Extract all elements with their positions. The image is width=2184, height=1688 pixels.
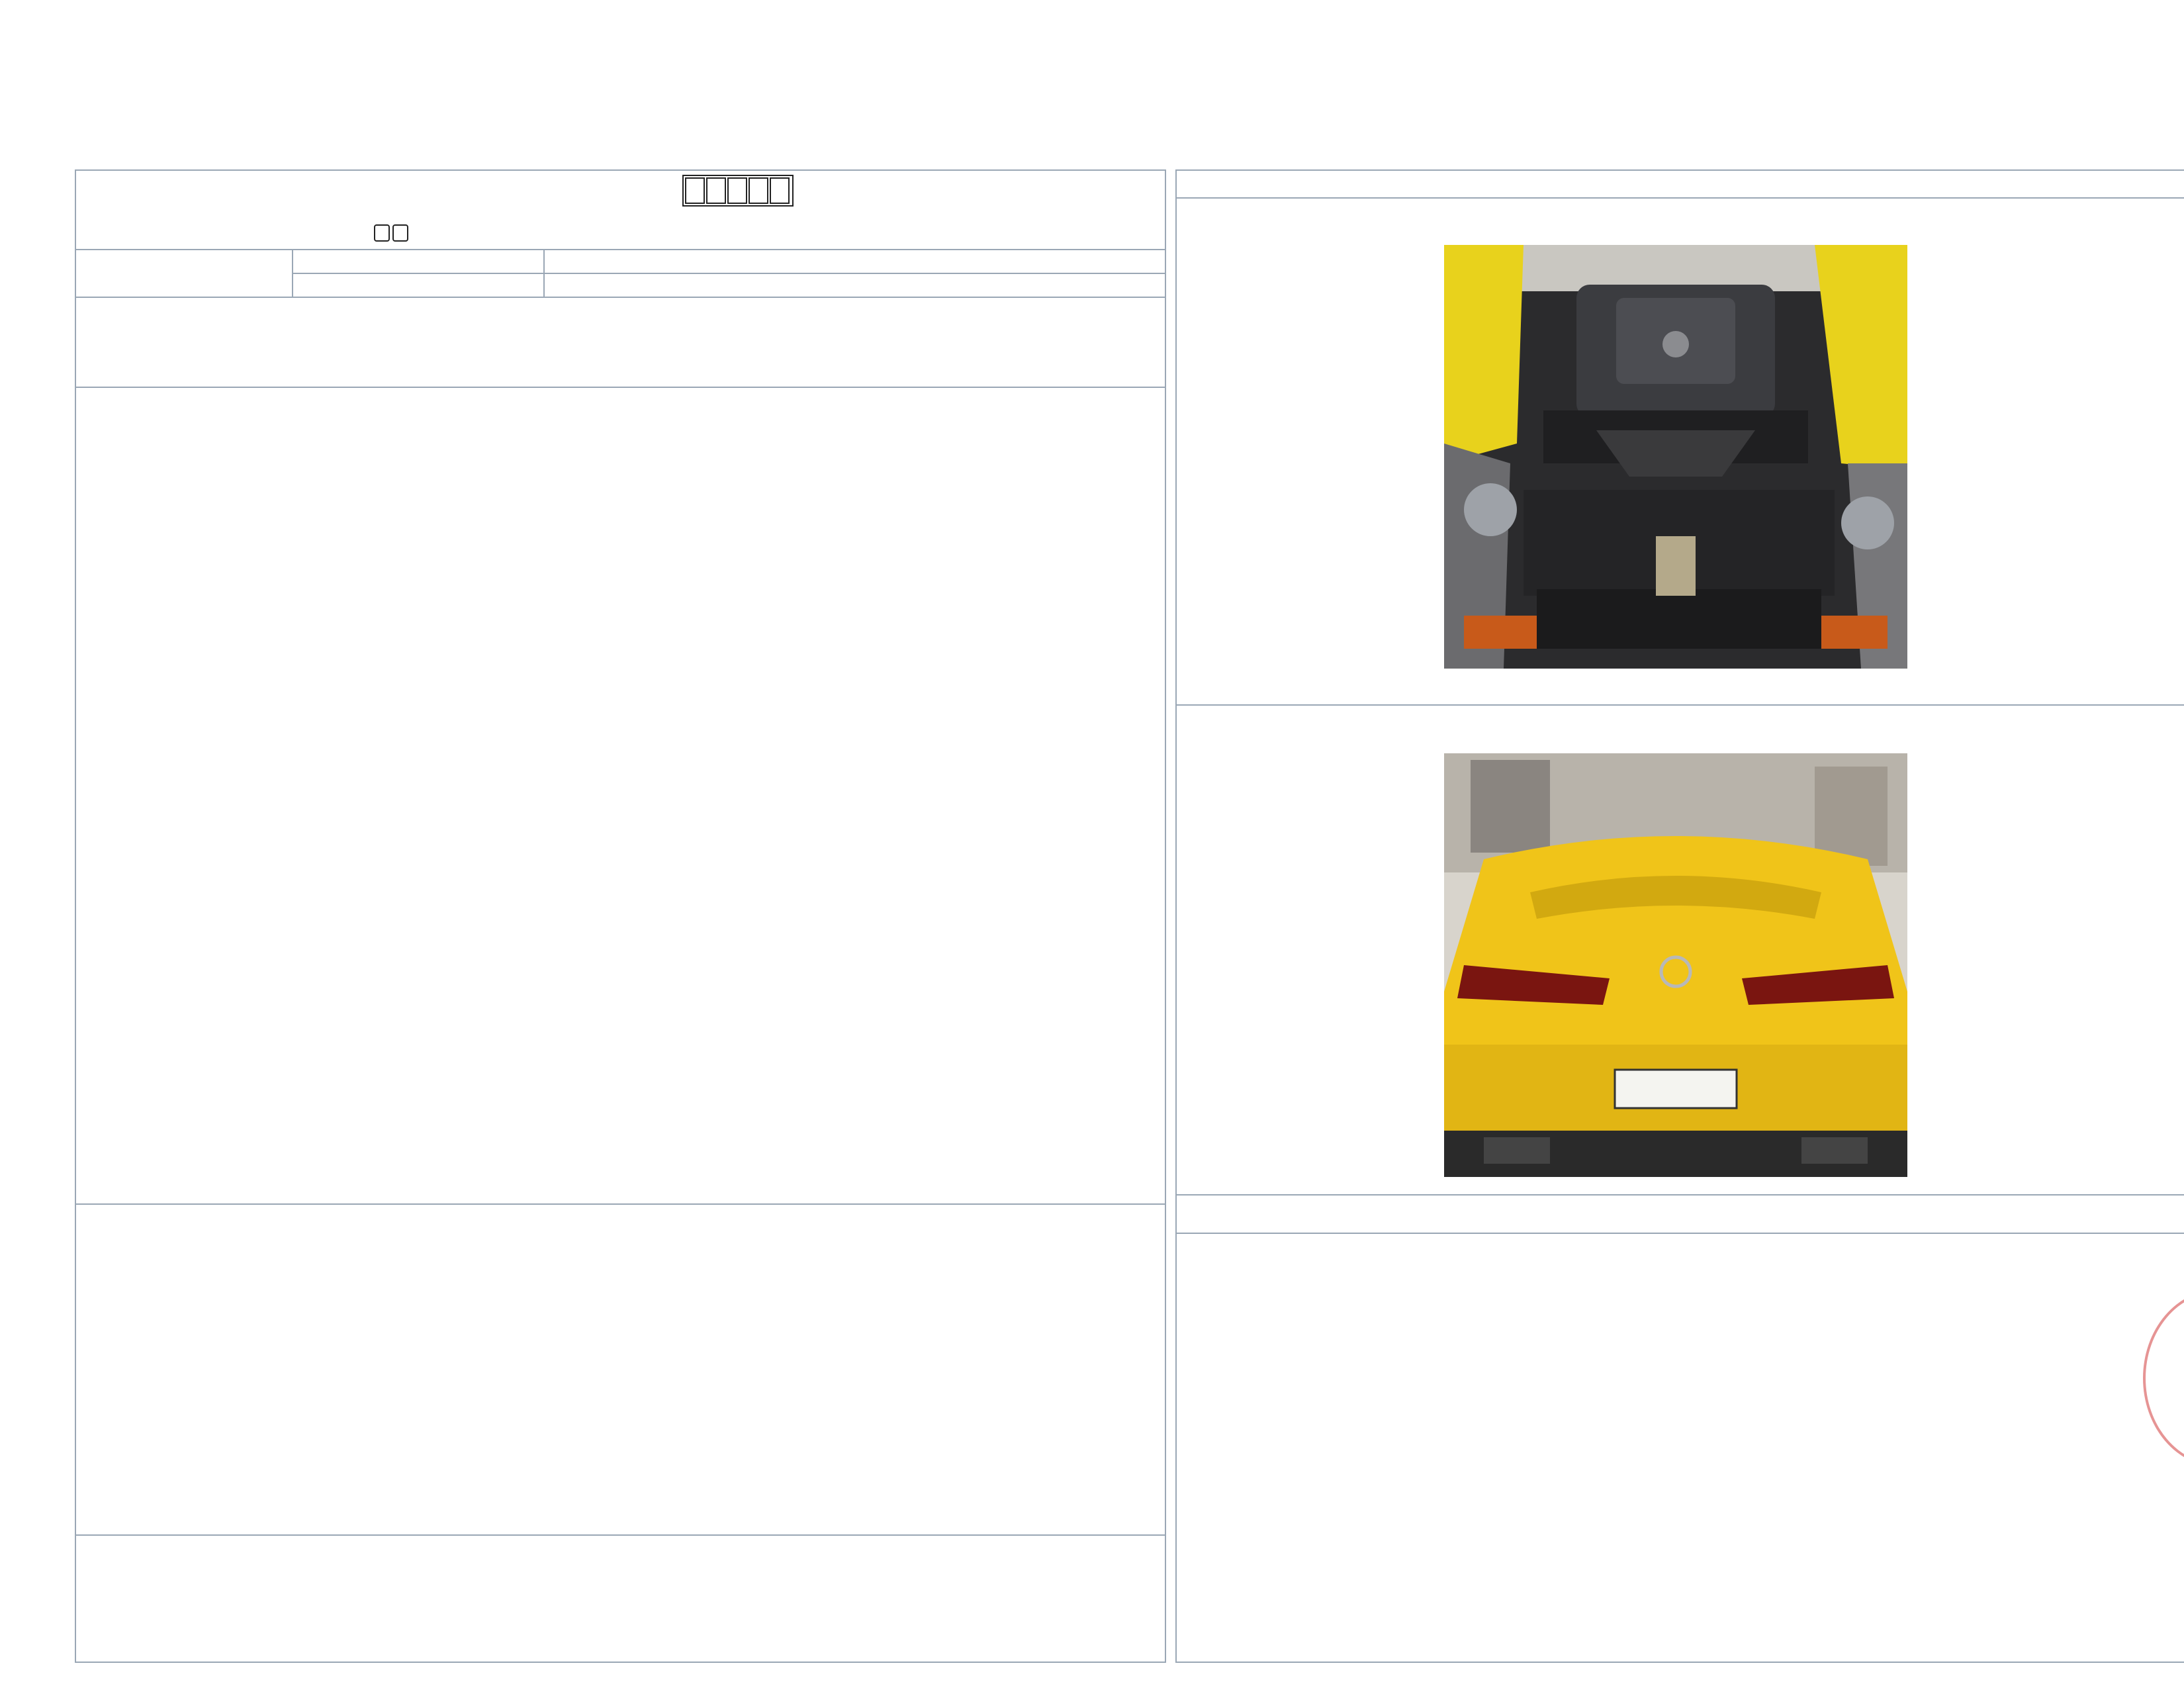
price-digit (685, 177, 705, 204)
price-digit (727, 177, 747, 204)
price-digit (770, 177, 790, 204)
checkbox-tech-society[interactable] (374, 224, 390, 242)
company-seal (2143, 1289, 2184, 1467)
final-price-digits (682, 175, 794, 207)
right-panel (1175, 169, 2184, 1663)
checkbox-assoc[interactable] (392, 224, 408, 242)
price-digit (706, 177, 726, 204)
price-note-2 (373, 224, 410, 242)
engine-bay-photo (1444, 245, 1907, 669)
car-rear-photo (1444, 753, 1907, 1177)
price-digit (749, 177, 768, 204)
left-panel (75, 169, 1166, 1663)
